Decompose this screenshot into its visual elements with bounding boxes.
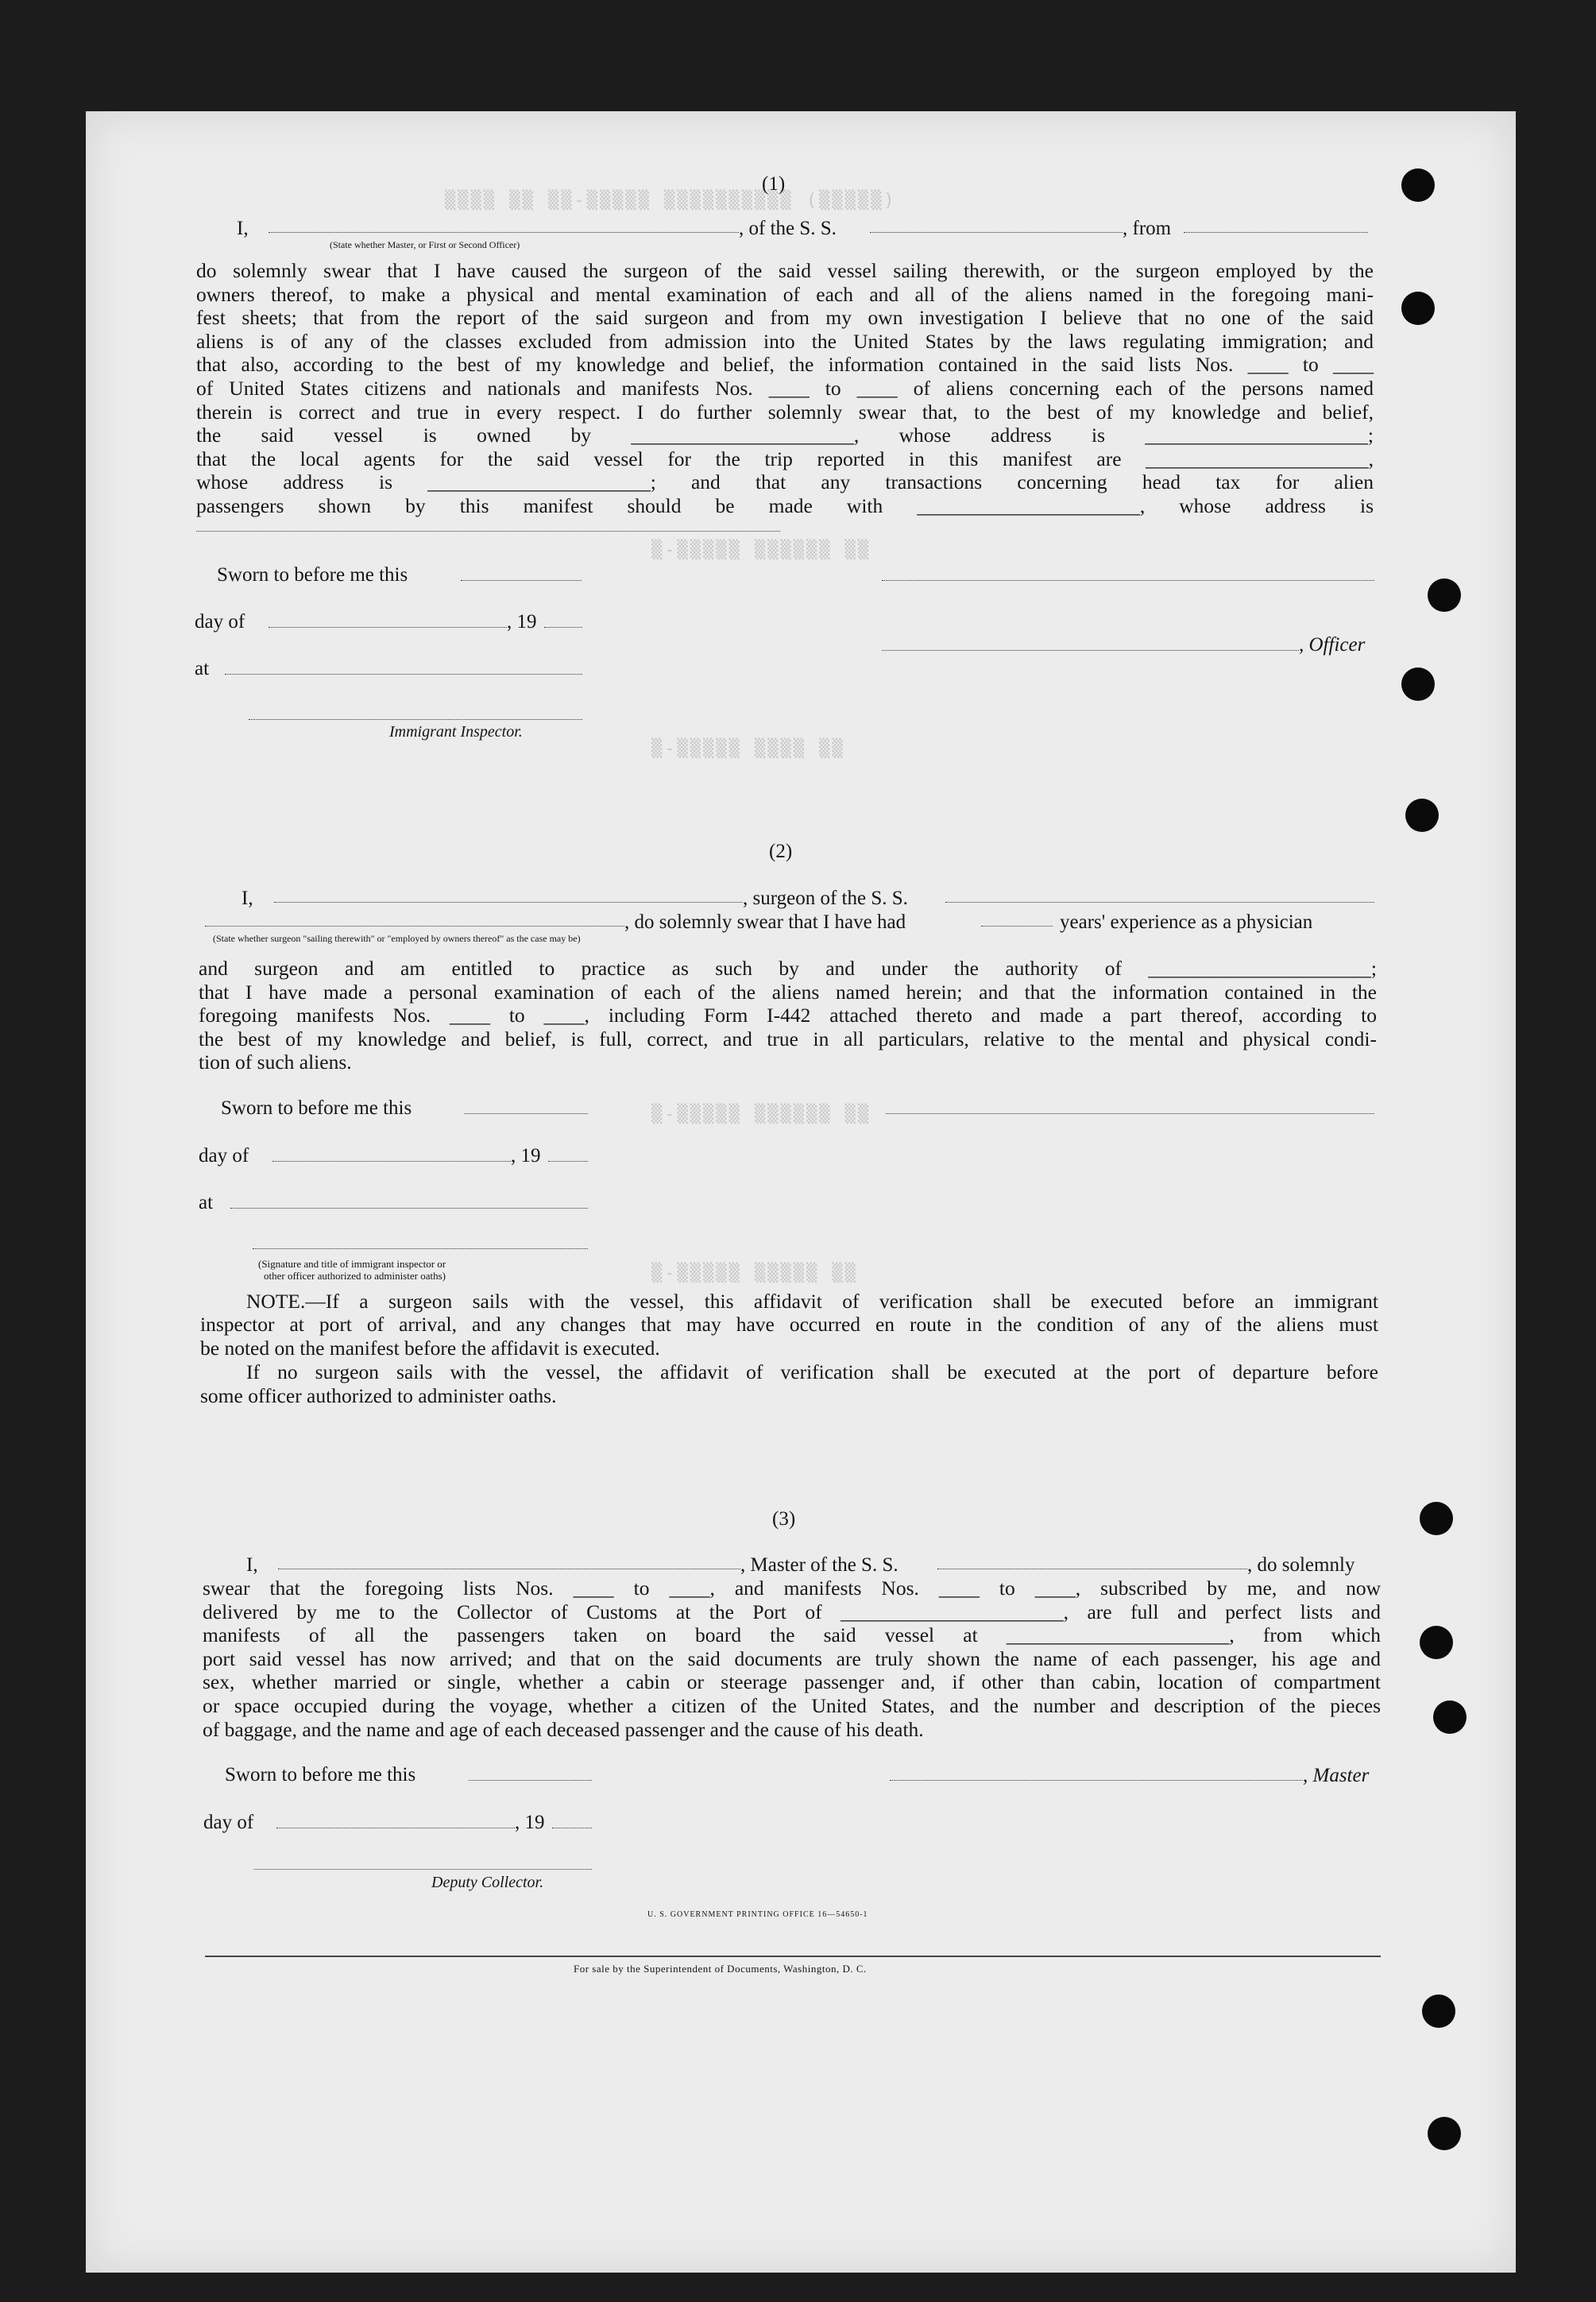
sworn-date-field[interactable] (465, 1113, 588, 1114)
affidavit-line: swear that the foregoing lists Nos. ____ to ____, and manifests Nos. ____ to ____, subscribed by me, and now (203, 1577, 1381, 1600)
affidavit-line: manifests of all the passengers taken on board the said vessel at ______________________, from which (203, 1623, 1381, 1647)
year-field[interactable] (544, 627, 582, 628)
affidavit-line: that I have made a personal examination of each of the aliens named herein; and that the information contained in the (199, 980, 1377, 1004)
address-field[interactable] (196, 531, 780, 532)
section-1-number: (1) (762, 173, 786, 195)
affidavit-line: whose address is ______________________; and that any transactions concerning head tax for alien (196, 470, 1374, 494)
year-label: , 19 (507, 611, 537, 633)
affidavit-line: and surgeon and am entitled to practice as such by and under the authority of ______________________; (199, 957, 1377, 980)
collector-label: Deputy Collector. (431, 1874, 544, 1891)
sale-notice: For sale by the Superintendent of Documents, Washington, D. C. (574, 1963, 867, 1975)
master-signature-field[interactable] (890, 1780, 1303, 1781)
section-2-note (200, 1290, 1378, 1313)
year-label: , 19 (511, 1145, 541, 1166)
note-line: NOTE.—If a surgeon sails with the vessel, this affidavit of verification shall be executed before an immigrant (246, 1290, 1378, 1313)
inspector-label: Immigrant Inspector. (389, 723, 523, 741)
note-line: inspector at port of arrival, and any changes that may have occurred en route in the condition of any of the aliens must (200, 1313, 1378, 1336)
punch-hole (1428, 578, 1461, 612)
affidavit-line: of baggage, and the name and age of each deceased passenger and the cause of his death. (203, 1717, 924, 1741)
ship-name-field[interactable] (945, 902, 1374, 903)
signature-note-line-2: other officer authorized to administer oaths) (264, 1270, 446, 1282)
inspector-signature-field[interactable] (249, 719, 582, 720)
section-2-number: (2) (769, 841, 793, 862)
section-2-note-cont (200, 1313, 1378, 1360)
punch-hole (1405, 799, 1439, 832)
affidavit-line: port said vessel has now arrived; and that on the said documents are truly shown the name of each passenger, his age and (203, 1646, 1381, 1670)
sworn-label: Sworn to before me this (225, 1764, 416, 1786)
punch-hole (1428, 2117, 1461, 2150)
show-through-text: ▒-▒▒▒▒▒ ▒▒▒▒▒▒ ▒▒ (651, 1105, 871, 1124)
punch-hole (1420, 1626, 1453, 1659)
master-name-field[interactable] (269, 232, 739, 233)
punch-hole (1401, 667, 1435, 701)
affidavit-line: sex, whether married or single, whether a cabin or steerage passenger and, if other than cabin, location of compartment (203, 1670, 1381, 1694)
surgeon-status-field[interactable] (205, 926, 624, 927)
affidavit-line: passengers shown by this manifest should be made with ______________________, whose address is (196, 493, 1374, 517)
month-field[interactable] (272, 1161, 511, 1162)
note-line: If no surgeon sails with the vessel, the affidavit of verification shall be executed at the port of departure before (246, 1360, 1378, 1383)
of-ss-label: , of the S. S. (739, 218, 837, 239)
officer-label: , Officer (1299, 634, 1366, 656)
affidavit-line: the best of my knowledge and belief, is full, correct, and true in all particulars, relative to the mental and physical condi- (199, 1027, 1377, 1050)
note-line: be noted on the manifest before the affidavit is executed. (200, 1336, 660, 1360)
punch-hole (1420, 1502, 1453, 1535)
punch-hole (1422, 1994, 1455, 2028)
affidavit-line: fest sheets; that from the report of the said surgeon and from my own investigation I believe that no one of the said (196, 306, 1374, 330)
officer-signature-field[interactable] (882, 580, 1374, 581)
show-through-text: ▒▒▒▒ ▒▒ ▒▒-▒▒▒▒▒ ▒▒▒▒▒▒▒▒▒▒ (▒▒▒▒▒) (445, 191, 897, 211)
officer-name-field[interactable] (882, 650, 1299, 651)
surgeon-signature-field[interactable] (886, 1113, 1374, 1114)
sworn-label: Sworn to before me this (217, 564, 408, 586)
solemnly-label: , do solemnly (1247, 1554, 1355, 1576)
affidavit-line: that the local agents for the said vessel for the trip reported in this manifest are ______________________, (196, 447, 1374, 470)
affidavit-line: aliens is of any of the classes excluded from admission into the United States by the laws regulating immigration; and (196, 329, 1374, 353)
master-note: (State whether Master, or First or Second Officer) (330, 239, 520, 250)
years-field[interactable] (981, 926, 1053, 927)
punch-hole (1401, 292, 1435, 325)
affidavit-line: therein is correct and true in every respect. I do further solemnly swear that, to the best of my knowledge and belief, (196, 400, 1374, 424)
affidavit-line: tion of such aliens. (199, 1050, 352, 1074)
day-of-label: day of (195, 611, 245, 633)
surgeon-name-field[interactable] (274, 902, 743, 903)
sworn-date-field[interactable] (461, 580, 582, 581)
year-label: , 19 (515, 1812, 545, 1833)
at-label: at (195, 658, 210, 679)
day-of-label: day of (203, 1812, 254, 1833)
affidavit-line: owners thereof, to make a physical and mental examination of each and all of the aliens named in the foregoing mani- (196, 282, 1374, 306)
surgeon-note: (State whether surgeon "sailing therewith" or "employed by owners thereof" as the case may be) (213, 933, 581, 944)
affidavit-line: of United States citizens and nationals and manifests Nos. ____ to ____ of aliens concerning each of the persons named (196, 376, 1374, 400)
section-3-number: (3) (772, 1508, 796, 1530)
surgeon-of-label: , surgeon of the S. S. (743, 888, 908, 909)
punch-hole (1401, 168, 1435, 202)
affidavit-line: do solemnly swear that I have caused the surgeon of the said vessel sailing therewith, or the surgeon employed by the (196, 259, 1374, 282)
oath-i-label: I, (242, 888, 253, 909)
section-1-affidavit (196, 259, 1374, 518)
signature-note-line-1: (Signature and title of immigrant inspector or (258, 1258, 446, 1270)
inspector-signature-field[interactable] (253, 1248, 588, 1249)
month-field[interactable] (269, 627, 507, 628)
section-2-affidavit (199, 957, 1377, 1074)
note-line: some officer authorized to administer oaths. (200, 1383, 557, 1407)
from-label: , from (1123, 218, 1172, 239)
oath-i-label: I, (237, 218, 249, 239)
sworn-label: Sworn to before me this (221, 1097, 412, 1119)
sworn-date-field[interactable] (469, 1780, 592, 1781)
collector-signature-field[interactable] (254, 1869, 592, 1870)
year-field[interactable] (548, 1161, 588, 1162)
master-label: , Master (1303, 1765, 1370, 1786)
master-of-label: , Master of the S. S. (740, 1554, 898, 1576)
day-of-label: day of (199, 1145, 249, 1166)
at-label: at (199, 1192, 214, 1213)
from-port-field[interactable] (1184, 232, 1368, 233)
swear-had-label: , do solemnly swear that I have had (624, 911, 906, 933)
footer-rule (205, 1956, 1381, 1957)
punch-hole (1433, 1700, 1467, 1734)
affidavit-line: or space occupied during the voyage, whether a citizen of the United States, and the number and description of the pieces (203, 1693, 1381, 1717)
show-through-text: ▒-▒▒▒▒▒ ▒▒▒▒▒▒ ▒▒ (651, 540, 871, 560)
affidavit-line: delivered by me to the Collector of Customs at the Port of ______________________, are full and perfect lists and (203, 1600, 1381, 1623)
at-place-field[interactable] (225, 674, 582, 675)
affidavit-line: the said vessel is owned by ______________________, whose address is ______________________; (196, 424, 1374, 447)
show-through-text: ▒-▒▒▒▒▒ ▒▒▒▒ ▒▒ (651, 739, 845, 759)
show-through-text: ▒-▒▒▒▒▒ ▒▒▒▒▒ ▒▒ (651, 1263, 858, 1283)
affidavit-line: that also, according to the best of my knowledge and belief, the information contained in the said lists Nos. ____ to ____ (196, 353, 1374, 377)
ship-name-field[interactable] (870, 232, 1123, 233)
section-2-note-2 (200, 1360, 1378, 1407)
affidavit-line: foregoing manifests Nos. ____ to ____, including Form I-442 attached thereto and made a part thereof, according to (199, 1004, 1377, 1027)
oath-i-label: I, (246, 1554, 258, 1576)
at-place-field[interactable] (230, 1208, 588, 1209)
years-label: years' experience as a physician (1060, 911, 1313, 933)
section-3-affidavit (203, 1577, 1381, 1741)
gpo-imprint: U. S. GOVERNMENT PRINTING OFFICE 16—54650-1 (647, 1910, 868, 1919)
